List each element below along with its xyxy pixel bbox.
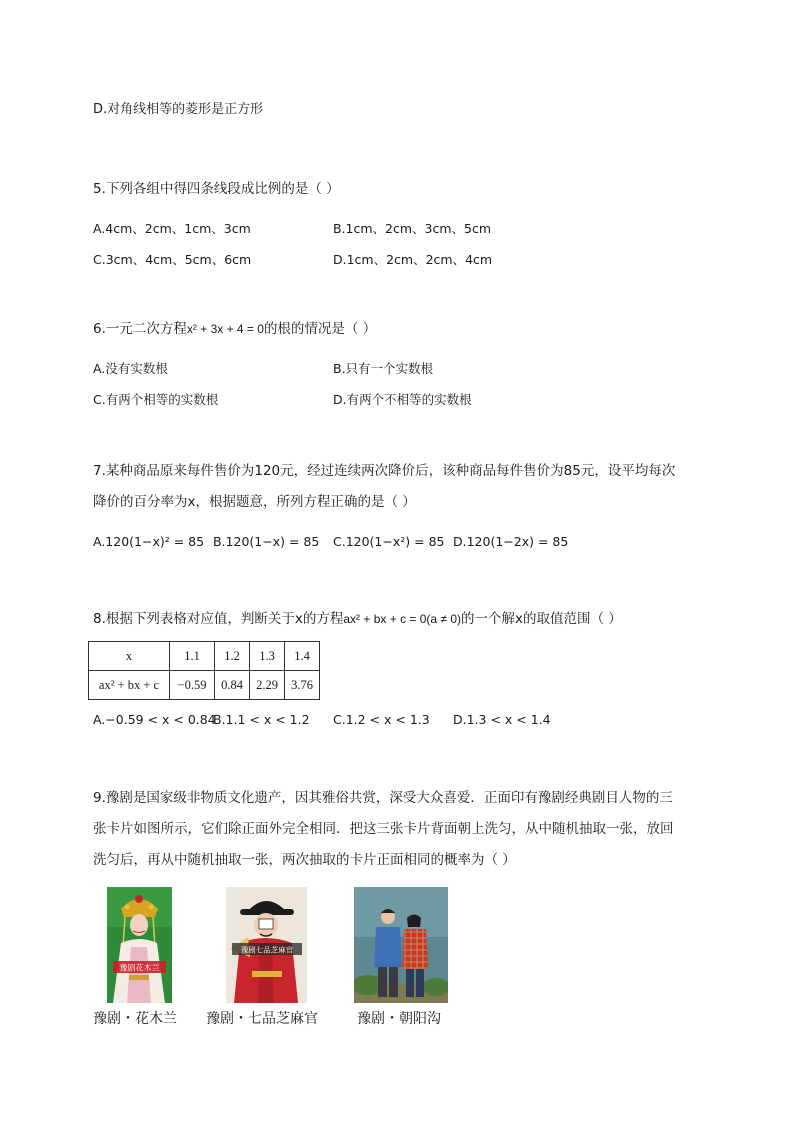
table-cell: 3.76 (285, 671, 320, 700)
q6-option-c: C.有两个相等的实数根 (93, 392, 219, 407)
q9-line2: 张卡片如图所示，它们除正面外完全相同．把这三张卡片背面朝上洗匀，从中随机抽取一张，放回 (93, 821, 674, 837)
q8-option-c: C.1.2 < x < 1.3 (333, 712, 430, 727)
q7-option-d: D.120(1−2x) = 85 (453, 534, 569, 549)
q6-option-b: B.只有一个实数根 (333, 361, 434, 376)
q6-prefix: 6.一元二次方程 (93, 321, 187, 337)
q8-suffix: 的一个解x的取值范围（ ） (461, 611, 622, 627)
table-cell: 1.1 (170, 642, 215, 671)
card-chaoyanggou-image (354, 887, 448, 1003)
q6-suffix: 的根的情况是（ ） (263, 321, 377, 337)
card2-overlay-text: 豫剧七品芝麻官 (240, 945, 294, 955)
card-huamulan-image (107, 887, 172, 1003)
card1-caption: 豫剧・花木兰 (93, 1012, 177, 1027)
q7-option-b: B.120(1−x) = 85 (213, 534, 320, 549)
card1-overlay-text: 豫剧花木兰 (119, 963, 160, 973)
q6-option-a: A.没有实数根 (93, 361, 168, 376)
q8-option-b: B.1.1 < x < 1.2 (213, 712, 310, 727)
q6-option-d: D.有两个不相等的实数根 (333, 392, 472, 407)
q7-line2: 降价的百分率为x，根据题意，所列方程正确的是（ ） (93, 494, 416, 510)
q8-prefix: 8.根据下列表格对应值，判断关于x的方程 (93, 611, 344, 627)
card-zhimaguan-image (226, 887, 307, 1003)
q8-option-a: A.−0.59 < x < 0.84 (93, 712, 216, 727)
card3-caption: 豫剧・朝阳沟 (357, 1012, 441, 1027)
card2-caption: 豫剧・七品芝麻官 (206, 1012, 318, 1027)
q5-option-d: D.1cm、2cm、2cm、4cm (333, 252, 493, 267)
q5-option-b: B.1cm、2cm、3cm、5cm (333, 221, 492, 236)
table-header-expression: ax² + bx + c (89, 671, 170, 700)
table-cell: 1.2 (215, 642, 250, 671)
table-cell: 1.4 (285, 642, 320, 671)
table-header-x: x (89, 642, 170, 671)
q6-question (93, 320, 376, 338)
table-cell: 2.29 (250, 671, 285, 700)
q8-value-table (88, 641, 320, 700)
q7-option-a: A.120(1−x)² = 85 (93, 534, 205, 549)
q5-question: 5.下列各组中得四条线段成比例的是（ ） (93, 181, 340, 197)
q8-equation: ax² + bx + c = 0(a ≠ 0) (343, 612, 462, 626)
table-cell: 0.84 (215, 671, 250, 700)
q8-option-d: D.1.3 < x < 1.4 (453, 712, 551, 727)
q9-line1: 9.豫剧是国家级非物质文化遗产，因其雅俗共赏，深受大众喜爱．正面印有豫剧经典剧目人物的三 (93, 790, 673, 806)
table-cell: 1.3 (250, 642, 285, 671)
q5-option-c: C.3cm、4cm、5cm、6cm (93, 252, 252, 267)
q9-line3: 洗匀后，再从中随机抽取一张，两次抽取的卡片正面相同的概率为（ ） (93, 852, 516, 868)
table-row (89, 642, 320, 671)
q6-equation: x² + 3x + 4 = 0 (186, 322, 264, 336)
q5-option-a: A.4cm、2cm、1cm、3cm (93, 221, 251, 236)
q7-option-c: C.120(1−x²) = 85 (333, 534, 445, 549)
q8-question (93, 610, 622, 628)
q7-line1: 7.某种商品原来每件售价为120元，经过连续两次降价后，该种商品每件售价为85元，设平均每次 (93, 463, 676, 479)
q4-option-d: D.对角线相等的菱形是正方形 (93, 102, 264, 117)
table-row (89, 671, 320, 700)
table-cell: −0.59 (170, 671, 215, 700)
